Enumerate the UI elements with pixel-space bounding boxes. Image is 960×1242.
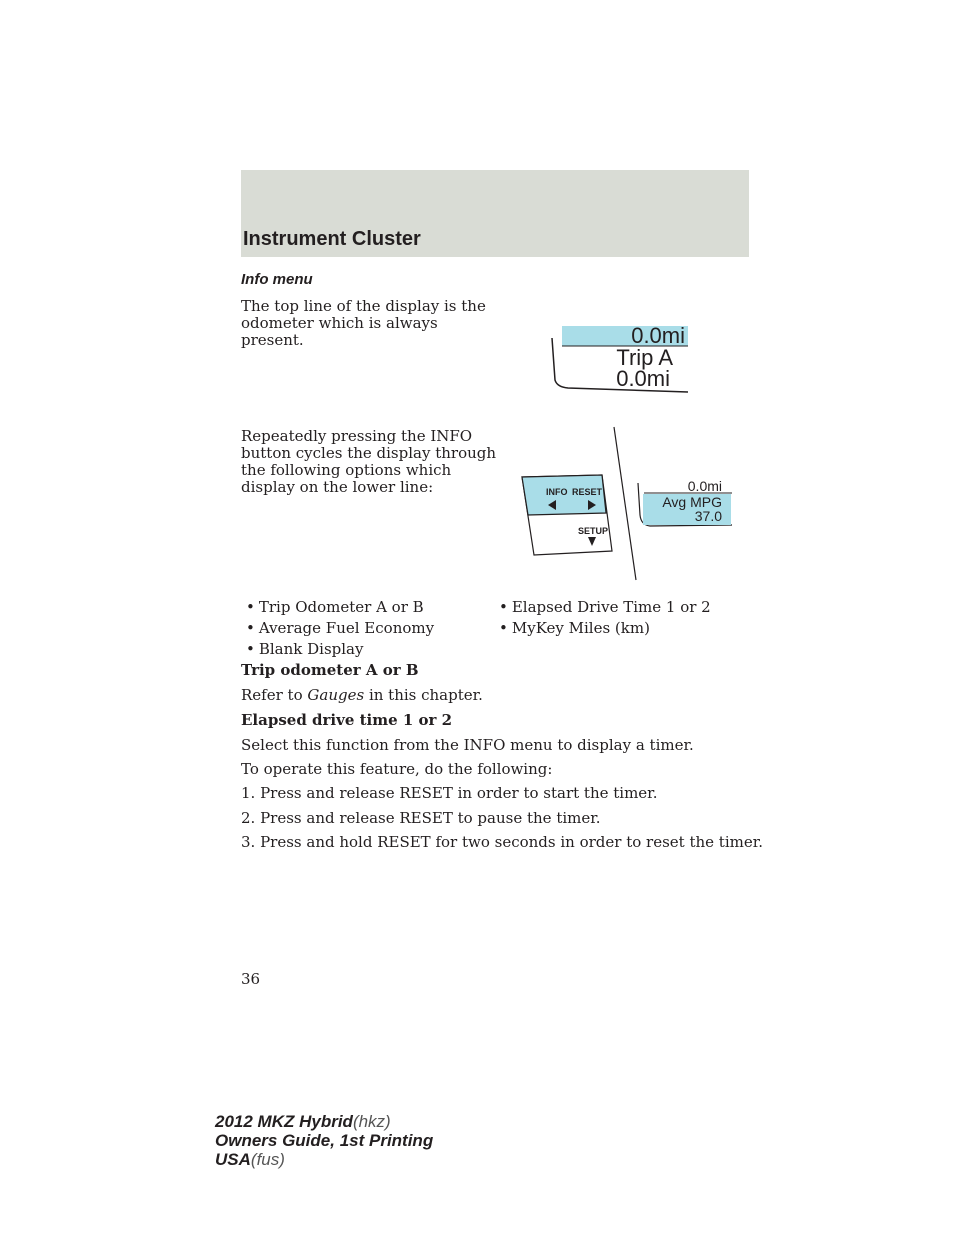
- display-1-line-1: 0.0mi: [631, 323, 685, 348]
- step-3: 3. Press and hold RESET for two seconds in order to reset the timer.: [241, 833, 764, 851]
- display-2-line-1: 0.0mi: [687, 478, 722, 494]
- gauges-reference: Gauges: [307, 686, 365, 704]
- section-title: Info menu: [241, 271, 313, 288]
- display-1-line-3: 0.0mi: [616, 366, 670, 391]
- footer-region-code: (fus): [250, 1150, 285, 1169]
- list-item-text: Average Fuel Economy: [258, 619, 435, 637]
- footer-region: USA: [215, 1150, 251, 1169]
- display-2-line-2: Avg MPG: [662, 494, 722, 510]
- info-button-label: INFO: [546, 487, 568, 497]
- list-item: • Elapsed Drive Time 1 or 2: [499, 598, 711, 616]
- list-item-text: Blank Display: [258, 640, 364, 658]
- step-1: 1. Press and release RESET in order to start the timer.: [241, 784, 658, 802]
- paragraph-odometer: The top line of the display is the odometer which is always present.: [241, 297, 486, 349]
- odometer-display-illustration: [540, 320, 700, 400]
- refer-suffix: in this chapter.: [368, 686, 483, 704]
- refer-prefix: Refer to: [241, 686, 303, 704]
- display-1-line-2: Trip A: [616, 345, 673, 370]
- trip-odometer-heading: Trip odometer A or B: [241, 661, 419, 679]
- list-item-text: Trip Odometer A or B: [258, 598, 424, 616]
- page-header-title: Instrument Cluster: [243, 228, 421, 250]
- refer-line: [241, 686, 483, 704]
- paragraph-info-button: Repeatedly pressing the INFO button cycles the display through the following options which display on the lower line:: [241, 427, 497, 496]
- info-controls-illustration: [510, 425, 740, 585]
- list-item-text: MyKey Miles (km): [511, 619, 650, 637]
- reset-button-label: RESET: [572, 487, 603, 497]
- select-function-text: Select this function from the INFO menu to display a timer.: [241, 736, 694, 754]
- setup-button-label: SETUP: [578, 526, 609, 536]
- operate-text: To operate this feature, do the following:: [241, 760, 553, 778]
- display-2-line-3: 37.0: [694, 508, 722, 524]
- footer-guide: Owners Guide, 1st Printing: [215, 1131, 434, 1150]
- list-item: • Average Fuel Economy: [246, 619, 435, 637]
- list-item-text: Elapsed Drive Time 1 or 2: [511, 598, 711, 616]
- footer: [215, 1112, 433, 1169]
- list-item: • Trip Odometer A or B: [246, 598, 424, 616]
- page-number: 36: [241, 970, 261, 988]
- step-2: 2. Press and release RESET to pause the timer.: [241, 809, 601, 827]
- list-item: • Blank Display: [246, 640, 364, 658]
- list-item: • MyKey Miles (km): [499, 619, 650, 637]
- footer-model-code: (hkz): [352, 1112, 391, 1131]
- footer-model: 2012 MKZ Hybrid: [215, 1112, 353, 1131]
- elapsed-drive-heading: Elapsed drive time 1 or 2: [241, 711, 453, 729]
